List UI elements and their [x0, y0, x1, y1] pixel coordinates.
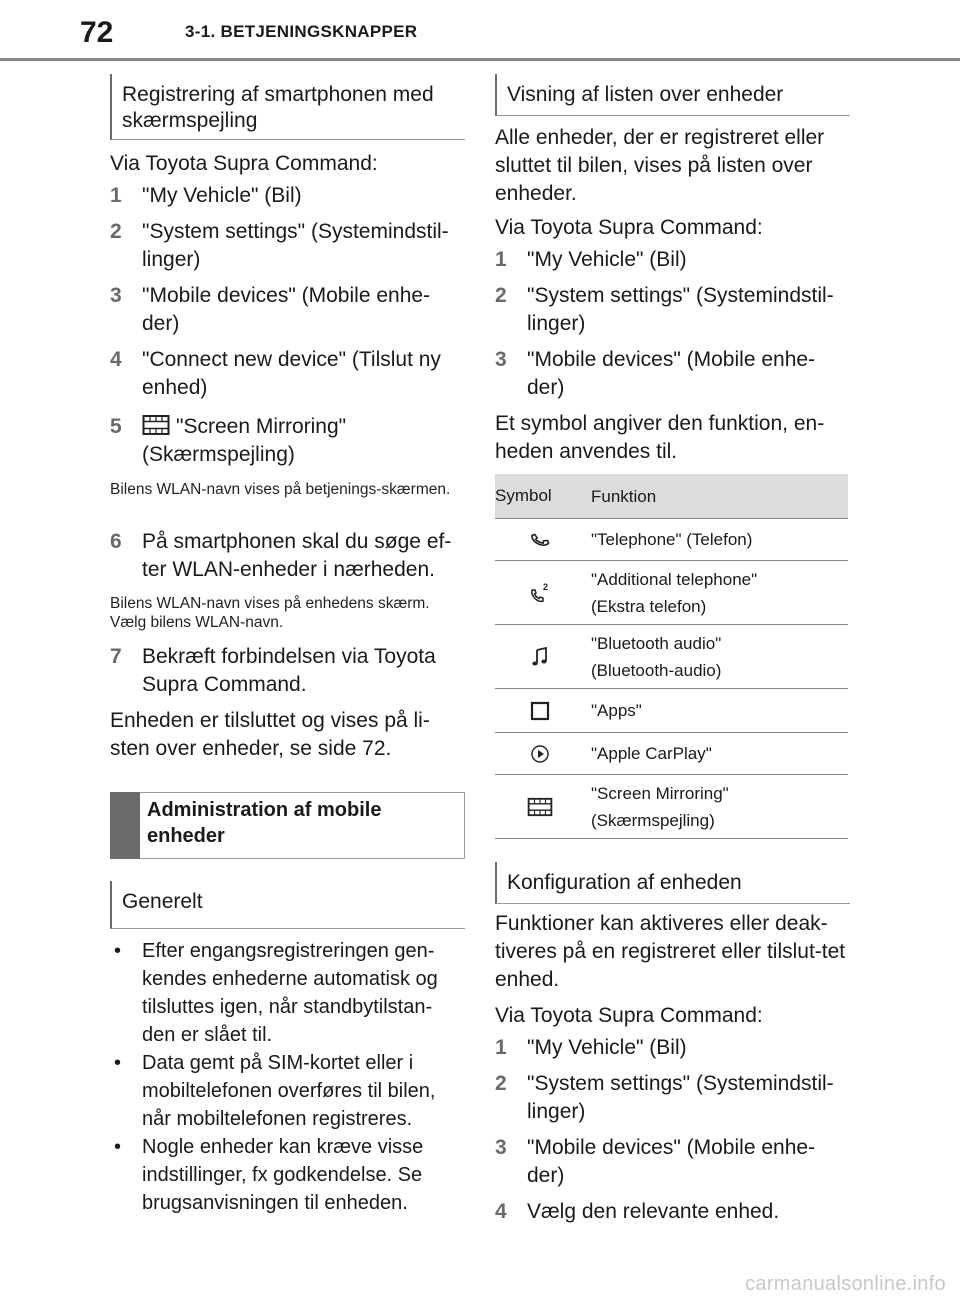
- screen-mirroring-icon: [142, 414, 170, 436]
- play-circle-icon: [530, 744, 550, 764]
- section-administration-text: Administration af mobile enheder: [147, 799, 382, 847]
- function-label: "Screen Mirroring": [591, 783, 729, 803]
- step-3: 3 "Mobile devices" (Mobile enhe-der): [495, 1136, 816, 1187]
- header-rule: [0, 58, 960, 61]
- bullet-dot: •: [114, 1052, 122, 1074]
- symbol-intro: Et symbol angiver den funktion, en-heden anvendes til.: [495, 412, 825, 463]
- subhead-device-list: [495, 74, 850, 116]
- subhead-registration-text: Registrering af smartphonen med skærmspejling: [122, 83, 434, 132]
- function-label: "Telephone" (Telefon): [591, 530, 753, 549]
- step-3: 3 "Mobile devices" (Mobile enhe-der): [495, 348, 816, 399]
- function-label-translation: (Skærmspejling): [591, 810, 715, 830]
- subhead-device-list-text: Visning af listen over enheder: [507, 83, 784, 106]
- step-3: 3 "Mobile devices" (Mobile enhe-der): [110, 284, 431, 335]
- section-bar: [110, 792, 140, 859]
- svg-text:2: 2: [543, 581, 549, 592]
- table-row: [495, 775, 848, 839]
- subhead-registration: [110, 74, 465, 140]
- config-intro: Funktioner kan aktiveres eller deak-tiveres på en registreret eller tilslut-tet enhed.: [495, 912, 846, 991]
- telephone-icon: [530, 530, 550, 550]
- symbol-table: [495, 474, 848, 839]
- subhead-configuration-text: Konfiguration af enheden: [507, 871, 742, 894]
- apps-square-icon: [530, 701, 550, 721]
- step-5: 5 "Screen Mirroring" (Skærmspejling): [110, 415, 347, 466]
- function-label-translation: (Bluetooth-audio): [591, 660, 722, 680]
- bullet-dot: •: [114, 940, 122, 962]
- via-command-text: Via Toyota Supra Command:: [495, 216, 763, 239]
- step-2: 2 "System settings" (Systemindstil-linger): [495, 1072, 834, 1123]
- connected-text: Enheden er tilsluttet og vises på li-sten over enheder, se side 72.: [110, 709, 430, 760]
- step-6: 6 På smartphonen skal du søge ef-ter WLAN-enheder i nærheden.: [110, 530, 452, 581]
- function-label-translation: (Ekstra telefon): [591, 596, 707, 616]
- section-administration: [110, 792, 465, 859]
- table-header-row: [495, 474, 848, 519]
- music-note-icon: [530, 646, 550, 668]
- device-list-intro: Alle enheder, der er registreret eller sluttet til bilen, vises på listen over enheder.: [495, 126, 825, 205]
- screen-mirroring-icon: [527, 797, 553, 817]
- table-row: [495, 519, 848, 561]
- via-command-text: Via Toyota Supra Command:: [495, 1004, 763, 1027]
- watermark: carmanualsonline.info: [745, 1273, 946, 1295]
- step-7: 7 Bekræft forbindelsen via Toyota Supra Command.: [110, 645, 436, 696]
- function-label: "Additional telephone": [591, 569, 758, 589]
- function-label: "Bluetooth audio": [591, 633, 722, 653]
- table-row: [495, 561, 848, 625]
- function-label: "Apple CarPlay": [591, 744, 712, 763]
- subhead-configuration: [495, 862, 850, 904]
- table-row: [495, 733, 848, 775]
- page-number: 72: [80, 16, 114, 49]
- via-command-text: Via Toyota Supra Command:: [110, 152, 378, 175]
- table-row: [495, 625, 848, 689]
- page-header: [0, 0, 960, 60]
- note-wlan-display: Bilens WLAN-navn vises på betjenings-skærmen.: [110, 481, 451, 498]
- bullet-dot: •: [114, 1136, 122, 1158]
- step-2: 2 "System settings" (Systemindstil-linger): [495, 284, 834, 335]
- step-4: 4 "Connect new device" (Tilslut ny enhed): [110, 348, 441, 399]
- chapter-title: 3-1. BETJENINGSKNAPPER: [185, 22, 418, 41]
- table-header-symbol: Symbol: [495, 474, 585, 519]
- subhead-general: [110, 881, 465, 929]
- subhead-general-text: Generelt: [122, 890, 203, 913]
- additional-telephone-icon: [529, 582, 551, 604]
- table-header-function: Funktion: [585, 474, 848, 519]
- step-2: 2 "System settings" (Systemindstil-linger): [110, 220, 449, 271]
- table-row: [495, 689, 848, 733]
- note-wlan-select: Bilens WLAN-navn vises på enhedens skærm. Vælg bilens WLAN-navn.: [110, 595, 430, 631]
- function-label: "Apps": [591, 701, 642, 720]
